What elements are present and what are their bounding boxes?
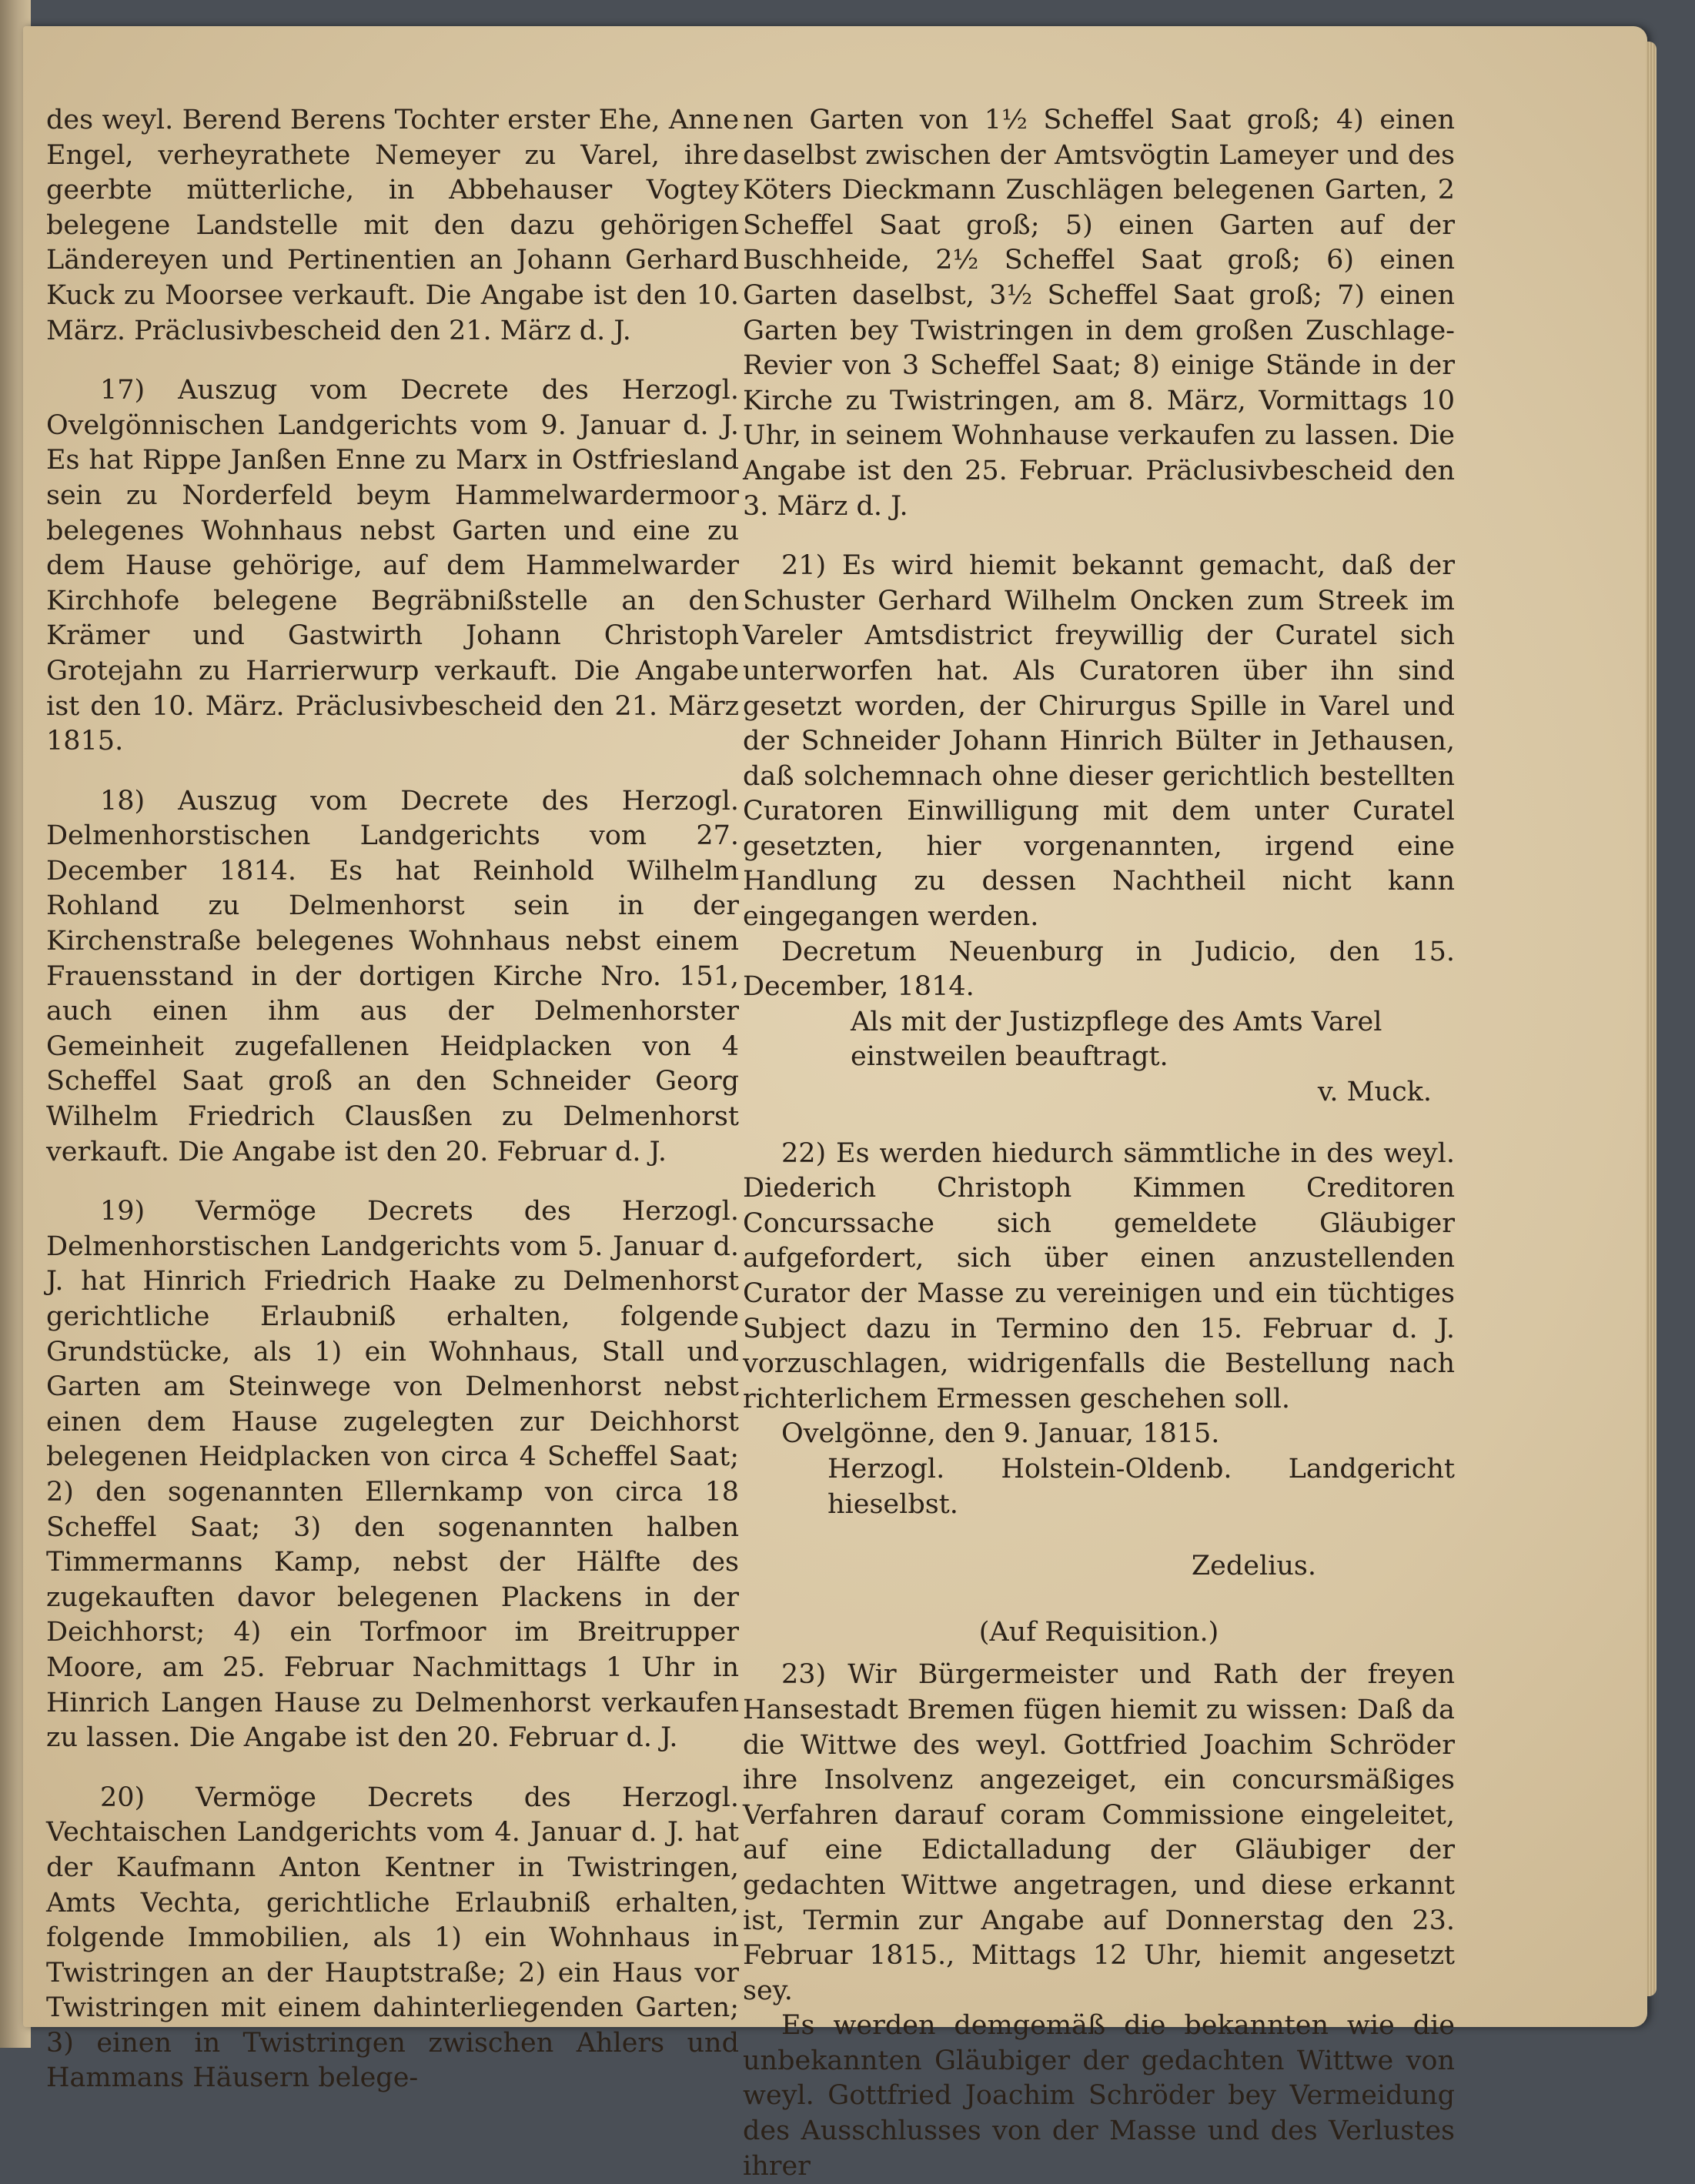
- entry-22-judge: Zedelius.: [1191, 1551, 1316, 1582]
- left-column: [46, 103, 739, 2121]
- entry-20-continuation: nen Garten von 1½ Scheffel Saat groß; 4) einen daselbst zwischen der Amtsvögtin Lameyer und des Köters Dieckmann Zuschlägen belegenen Garten, 2 Scheffel Saat groß; 5) einen Garten auf der Buschheide, 2½ Scheffel Saat groß; 6) einen Garten daselbst, 3½ Scheffel Saat groß; 7) einen Garten bey Twistringen in dem großen Zuschlage-Revier von 3 Scheffel Saat; 8) einige Stände in der Kirche zu Twistringen, am 8. März, Vormittags 10 Uhr, in seinem Wohnhause verkaufen zu lassen. Die Angabe ist den 25. Februar. Präclusivbescheid den 3. März d. J.: [743, 105, 1455, 522]
- entry-22-court: Herzogl. Holstein-Oldenb. Landgericht hieselbst.: [827, 1453, 1455, 1520]
- entry-17: 17) Auszug vom Decrete des Herzogl. Ovelgönnischen Landgerichts vom 9. Januar d. J. Es hat Rippe Janßen Enne zu Marx in Ostfriesland sein zu Norderfeld beym Hammelwardermoor belegenes Wohnhaus nebst Garten und eine zu dem Hause gehörige, auf dem Hammelwarder Kirchhofe belegene Begräbnißstelle an den Krämer und Gastwirth Johann Christoph Grotejahn zu Harrierwurp verkauft. Die Angabe ist den 10. März. Präclusivbescheid den 21. März 1815.: [46, 375, 739, 757]
- entry-21-decretum: Decretum Neuenburg in Judicio, den 15. December, 1814.: [743, 936, 1455, 1003]
- entry-23-continuation: Es werden demgemäß die bekannten wie die unbekannten Gläubiger der gedachten Wittwe von weyl. Gottfried Joachim Schröder bey Vermeidung des Ausschlusses von der Masse und des Verlustes ihrer: [743, 2010, 1455, 2182]
- entry-23: 23) Wir Bürgermeister und Rath der freyen Hansestadt Bremen fügen hiemit zu wissen: Daß da die Wittwe des weyl. Gottfried Joachim Schröder ihre Insolvenz angezeiget, ein concursmäßiges Verfahren darauf coram Commissione eingeleitet, auf eine Edictalladung der Gläubiger der gedachten Wittwe angetragen, und diese erkannt ist, Termin zur Angabe auf Donnerstag den 23. Februar 1815., Mittags 12 Uhr, hiemit angesetzt sey.: [743, 1659, 1455, 2006]
- entry-16-continuation: des weyl. Berend Berens Tochter erster Ehe, Anne Engel, verheyrathete Nemeyer zu Varel, ihre geerbte mütterliche, in Abbehauser Vogtey belegene Landstelle mit den dazu gehörigen Ländereyen und Pertinentien an Johann Gerhard Kuck zu Moorsee verkauft. Die Angabe ist den 10. März. Präclusivbescheid den 21. März d. J.: [46, 105, 739, 346]
- page-edges: [1646, 42, 1657, 1996]
- entry-21-signature-name-row: [743, 1075, 1455, 1110]
- entry-20: 20) Vermöge Decrets des Herzogl. Vechtaischen Landgerichts vom 4. Januar d. J. hat der Kaufmann Anton Kentner in Twistringen, Amts Vechta, gerichtliche Erlaubniß erhalten, folgende Immobilien, als 1) ein Wohnhaus in Twistringen an der Hauptstraße; 2) ein Haus vor Twistringen mit einem dahinterliegenden Garten; 3) einen in Twistringen zwischen Ahlers und Hammans Häusern belege-: [46, 1782, 739, 2094]
- entry-21-signature: [743, 1005, 1455, 1110]
- entry-22: 22) Es werden hiedurch sämmtliche in des weyl. Diederich Christoph Kimmen Creditoren Concurssache sich gemeldete Gläubiger aufgefordert, sich über einen anzustellenden Curator der Masse zu vereinigen und ein tüchtiges Subject dazu in Termino den 15. Februar d. J. vorzuschlagen, widrigenfalls die Bestellung nach richterlichem Ermessen geschehen soll.: [743, 1137, 1455, 1414]
- entry-18: 18) Auszug vom Decrete des Herzogl. Delmenhorstischen Landgerichts vom 27. December 1814. Es hat Reinhold Wilhelm Rohland zu Delmenhorst sein in der Kirchenstraße belegenes Wohnhaus nebst einem Frauensstand in der dortigen Kirche Nro. 151, auch einen ihm aus der Delmenhorster Gemeinheit zugefallenen Heidplacken von 4 Scheffel Saat groß an den Schneider Georg Wilhelm Friedrich Clausßen zu Delmenhorst verkauft. Die Angabe ist den 20. Februar d. J.: [46, 785, 739, 1167]
- entry-22-date: Ovelgönne, den 9. Januar, 1815.: [781, 1418, 1220, 1450]
- entry-21: 21) Es wird hiemit bekannt gemacht, daß der Schuster Gerhard Wilhelm Oncken zum Streek im Vareler Amtsdistrict freywillig der Curatel sich unterworfen hat. Als Curatoren über ihn sind gesetzt worden, der Chirurgus Spille in Varel und der Schneider Johann Hinrich Bülter in Jethausen, daß solchemnach ohne dieser gerichtlich bestellten Curatoren Einwilligung mit dem unter Curatel gesetzten, hier vorgenannten, irgend eine Handlung zu dessen Nachtheil nicht kann eingegangen werden.: [743, 550, 1455, 933]
- entry-21-signature-line: Als mit der Justizpflege des Amts Varel einstweilen beauftragt.: [851, 1006, 1382, 1073]
- section-heading: (Auf Requisition.): [978, 1616, 1219, 1648]
- entry-21-signature-name: v. Muck.: [1317, 1077, 1432, 1108]
- entry-19: 19) Vermöge Decrets des Herzogl. Delmenhorstischen Landgerichts vom 5. Januar d. J. hat Hinrich Friedrich Haake zu Delmenhorst gerichtliche Erlaubniß erhalten, folgende Grundstücke, als 1) ein Wohnhaus, Stall und Garten am Steinwege von Delmenhorst nebst einen dem Hause zugelegten zur Deichhorst belegenen Heidplacken von circa 4 Scheffel Saat; 2) den sogenannten Ellernkamp von circa 18 Scheffel Saat; 3) den sogenannten halben Timmermanns Kamp, nebst der Hälfte des zugekauften davor belegenen Plackens in der Deichhorst; 4) ein Torfmoor im Breitrupper Moore, am 25. Februar Nachmittags 1 Uhr in Hinrich Langen Hause zu Delmenhorst verkaufen zu lassen. Die Angabe ist den 20. Februar d. J.: [46, 1196, 739, 1754]
- right-column: [743, 103, 1455, 2184]
- book-page: [23, 26, 1647, 2182]
